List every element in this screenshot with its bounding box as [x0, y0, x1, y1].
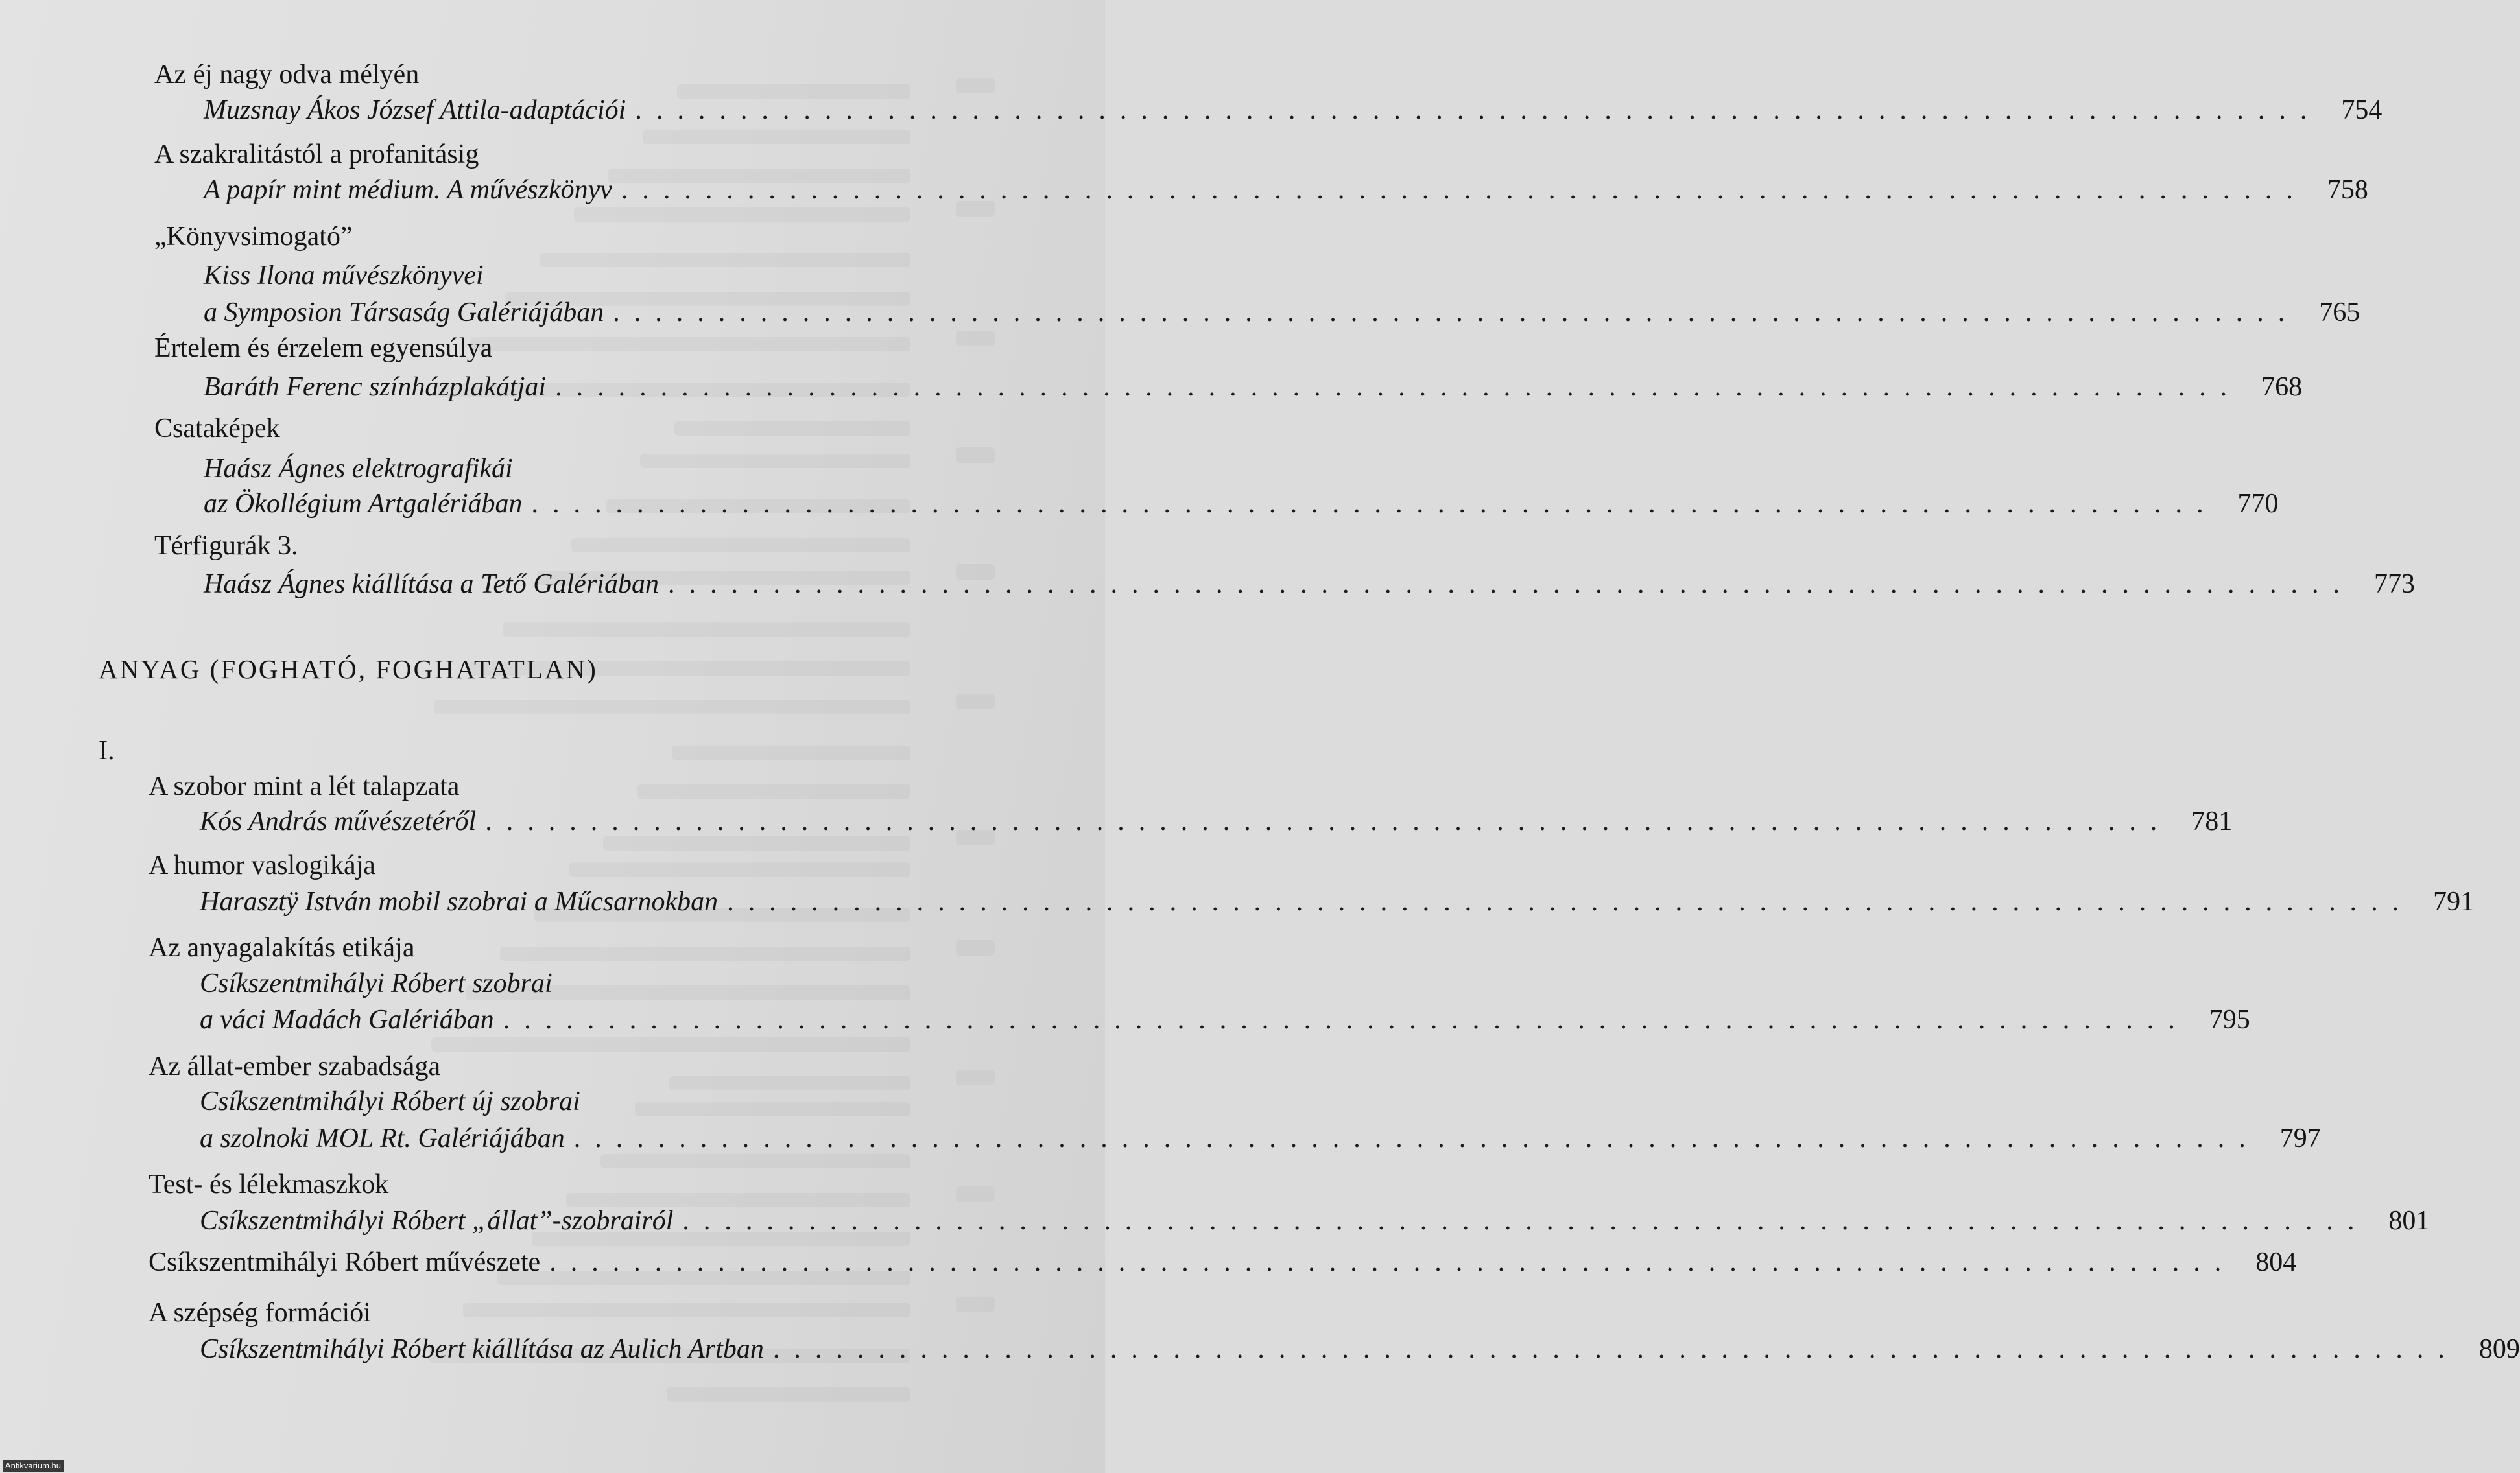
toc-entry-title: Csataképek	[154, 414, 280, 443]
page-number: 809	[2478, 1334, 2520, 1364]
page-number: 781	[2191, 807, 2233, 836]
toc-entry-subtitle: Kiss Ilona művészkönyvei	[204, 261, 484, 290]
page-number: 804	[2255, 1247, 2297, 1277]
toc-entry-title: Értelem és érzelem egyensúlya	[154, 333, 493, 363]
toc-entry-subtitle	[204, 371, 2303, 403]
page-number: 758	[2327, 175, 2368, 205]
toc-entry-title	[149, 1246, 2297, 1279]
toc-entry-title: Az éj nagy odva mélyén	[154, 60, 420, 89]
toc-entry-subtitle-text: Csíkszentmihályi Róbert „állat”-szobrairól	[200, 1206, 674, 1236]
page-number: 754	[2341, 95, 2383, 125]
toc-entry-title: A szakralitástól a profanitásig	[154, 139, 479, 169]
toc-entry-title-text: Csíkszentmihályi Róbert művészete	[149, 1247, 541, 1277]
toc-entry-subtitle-text: a váci Madách Galériában	[200, 1005, 494, 1035]
page-number: 768	[2261, 372, 2303, 402]
toc-entry-title: Test- és lélekmaszkok	[149, 1170, 389, 1199]
part-heading: I.	[99, 736, 115, 766]
toc-entry-subtitle: Haász Ágnes elektrografikái	[204, 454, 513, 484]
toc-entry-subtitle-text: Csíkszentmihályi Róbert kiállítása az Aulich Artban	[200, 1334, 764, 1364]
toc-entry-subtitle	[200, 1205, 2430, 1237]
dot-leader: ................................................................................	[635, 95, 2322, 125]
dot-leader: ................................................................................	[485, 807, 2172, 836]
section-heading: ANYAG (FOGHATÓ, FOGHATATLAN)	[99, 654, 598, 684]
toc-entry-subtitle-text: Muzsnay Ákos József Attila-adaptációi	[204, 95, 626, 125]
toc-entry-subtitle-text: Kós András művészetéről	[200, 807, 477, 836]
dot-leader: ................................................................................	[682, 1206, 2369, 1236]
toc-entry-subtitle	[200, 1333, 2520, 1365]
page-number: 770	[2237, 489, 2279, 519]
dot-leader: ................................................................................	[555, 372, 2242, 402]
dot-leader: ................................................................................	[667, 569, 2354, 599]
toc-entry-subtitle	[204, 94, 2383, 126]
toc-entry-subtitle-text: Baráth Ferenc színházplakátjai	[204, 372, 547, 402]
toc-entry-title: Térfigurák 3.	[154, 531, 298, 561]
page-number: 801	[2388, 1206, 2430, 1236]
dot-leader: ................................................................................	[621, 175, 2307, 205]
toc-entry-subtitle: Csíkszentmihályi Róbert szobrai	[200, 969, 553, 998]
toc-entry-subtitle-text: a szolnoki MOL Rt. Galériájában	[200, 1124, 565, 1153]
toc-entry-title: A szobor mint a lét talapzata	[149, 772, 460, 801]
toc-entry-subtitle	[204, 174, 2368, 206]
page-number: 791	[2433, 887, 2475, 917]
toc-entry-subtitle	[200, 805, 2233, 838]
toc-entry-subtitle-text: Haász Ágnes kiállítása a Tető Galériában	[204, 569, 659, 599]
toc-entry-title: Az anyagalakítás etikája	[149, 933, 415, 963]
toc-entry-title: A humor vaslogikája	[149, 851, 375, 880]
page-number: 765	[2319, 298, 2360, 327]
toc-entry-title: „Könyvsimogató”	[154, 222, 353, 252]
page-number: 797	[2279, 1124, 2321, 1153]
toc-entry-subtitle	[204, 568, 2415, 600]
page-number: 773	[2373, 569, 2415, 599]
toc-entry-subtitle	[200, 886, 2475, 918]
toc-entry-subtitle-text: Harasztÿ István mobil szobrai a Műcsarnokban	[200, 887, 719, 917]
toc-entry-subtitle-text: A papír mint médium. A művészkönyv	[204, 175, 612, 205]
dot-leader: ................................................................................	[613, 298, 2300, 327]
toc-entry-subtitle	[204, 488, 2279, 520]
dot-leader: ................................................................................	[531, 489, 2218, 519]
toc-entry-title: Az állat-ember szabadsága	[149, 1052, 441, 1081]
toc-entry-subtitle-text: az Ökollégium Artgalériában	[204, 489, 523, 519]
page-number: 795	[2209, 1005, 2250, 1035]
toc-entry-subtitle: Csíkszentmihályi Róbert új szobrai	[200, 1087, 580, 1116]
toc-entry-subtitle	[204, 296, 2360, 329]
dot-leader: ................................................................................	[772, 1334, 2459, 1364]
dot-leader: ................................................................................	[503, 1005, 2189, 1035]
dot-leader: ................................................................................	[727, 887, 2414, 917]
toc-entry-subtitle-text: a Symposion Társaság Galériájában	[204, 298, 604, 327]
dot-leader: ................................................................................	[573, 1124, 2260, 1153]
toc-entry-subtitle	[200, 1004, 2250, 1036]
toc-entry-title: A szépség formációi	[149, 1298, 371, 1328]
watermark: Antikvarium.hu	[3, 1460, 64, 1472]
dot-leader: ................................................................................	[549, 1247, 2236, 1277]
toc-entry-subtitle	[200, 1122, 2321, 1155]
